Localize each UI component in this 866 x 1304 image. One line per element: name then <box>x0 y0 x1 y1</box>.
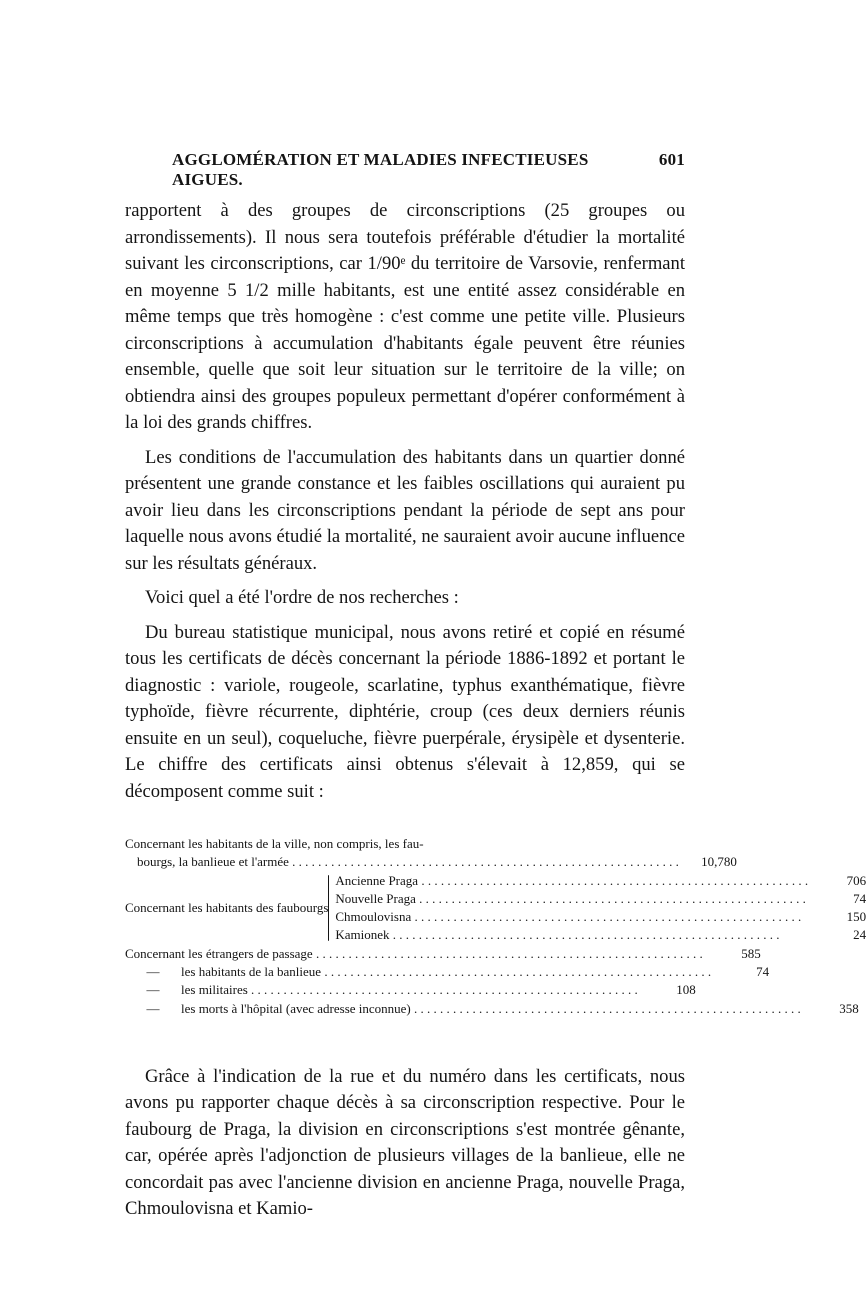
dash-mark: — <box>146 1000 160 1016</box>
table-row <box>125 835 685 853</box>
dash-mark: — <box>146 982 160 998</box>
paragraph-2: Les conditions de l'accumulation des habitants dans un quartier donné présentent une grande constance et les faibles oscillations qui auraient pu avoir lieu dans les circonscriptions pendant la période de sept ans pour laquelle nous avons étudié la mortalité, ne sauraient avoir aucune influence sur les résultats généraux. <box>125 446 685 574</box>
group-items <box>335 872 866 945</box>
header-title: AGGLOMÉRATION ET MALADIES INFECTIEUSES AIGUES. <box>172 150 589 189</box>
row-value: 706 <box>846 872 866 888</box>
row-label: les militaires <box>181 982 248 998</box>
row-label: Chmoulovisna . . . <box>335 908 808 926</box>
brace-icon <box>328 875 329 941</box>
row-label: Nouvelle Praga . . . <box>335 890 808 908</box>
paragraph-3: Voici quel a été l'ordre de nos recherches : <box>145 587 459 608</box>
row-label: les habitants de la banlieue <box>181 964 322 980</box>
row-value: 150 <box>846 909 866 925</box>
table-row <box>335 926 866 944</box>
row-value: 585 <box>741 945 761 961</box>
paragraph-1: rapportent à des groupes de circonscriptions (25 groupes ou arrondissements). Il nous sera toutefois préférable d'étudier la mortalité suivant les circonscriptions, car 1/90ᵉ du territoire de Varsovie, renfermant en moyenne 5 1/2 mille habitants, est une entité assez considérable en même temps que très homogène : c'est comme une petite ville. Plusieurs circonscriptions à accumulation d'habitants égale peuvent être réunies ensemble, quelle que soit leur situation sur le territoire de la ville; on obtiendra ainsi des groupes populeux permettant d'opérer conformément à la loi des grands chiffres. <box>125 200 685 433</box>
table-row <box>335 908 866 926</box>
row-value: 108 <box>676 982 696 998</box>
row-value: 74 <box>853 890 866 906</box>
table-row <box>125 1000 859 1018</box>
row-value: 10,780 <box>701 854 737 870</box>
table-row <box>125 945 761 963</box>
paragraph-4: Du bureau statistique municipal, nous avons retiré et copié en résumé tous les certificats de décès concernant la période 1886-1892 et portant le diagnostic : variole, rougeole, scarlatine, typhus exanthématique, fièvre typhoïde, fièvre récurrente, diphtérie, croup (ces deux derniers réunis ensuite en un seul), coqueluche, fièvre puerpérale, érysipèle et dysenterie. Le chiffre des certificats ainsi obtenus s'élevait à 12,859, qui se décomposent comme suit : <box>125 621 685 802</box>
page-number: 601 <box>658 150 685 169</box>
row-value: 24 <box>853 927 866 943</box>
table-row <box>335 872 866 890</box>
row-label: Kamionek . . . <box>335 926 808 944</box>
dash-mark: — <box>146 964 160 980</box>
table-row <box>125 981 696 999</box>
row-label: les morts à l'hôpital (avec adresse inconnue) <box>181 1000 411 1016</box>
row-value: 74 <box>756 964 770 980</box>
deaths-breakdown-table <box>125 835 866 1018</box>
closing-paragraph: Grâce à l'indication de la rue et du numéro dans les certificats, nous avons pu rapporter chaque décès à sa circonscription respective. Pour le faubourg de Praga, la division en circonscriptions s'est montrée gênante, car, opérée après l'adjonction de plusieurs villages de la banlieue, elle ne concordait pas avec l'ancienne division en ancienne Praga, nouvelle Praga, Chmoulovisna et Kamio- <box>125 1065 685 1220</box>
row-label: Concernant les étrangers de passage . . . <box>125 945 703 963</box>
table-row <box>125 853 737 871</box>
table-row <box>125 963 770 981</box>
row-label: Concernant les habitants de la ville, non compris, les fau- <box>125 836 424 851</box>
row-label: Ancienne Praga . . . <box>335 872 808 890</box>
row-value: 358 <box>839 1000 859 1016</box>
table-row <box>335 890 866 908</box>
running-header <box>125 150 685 190</box>
suburbs-group <box>125 872 866 945</box>
book-page <box>125 150 866 1231</box>
row-label: bourgs, la banlieue et l'armée . . . <box>137 853 679 871</box>
group-label: Concernant les habitants des faubourgs <box>125 900 329 916</box>
